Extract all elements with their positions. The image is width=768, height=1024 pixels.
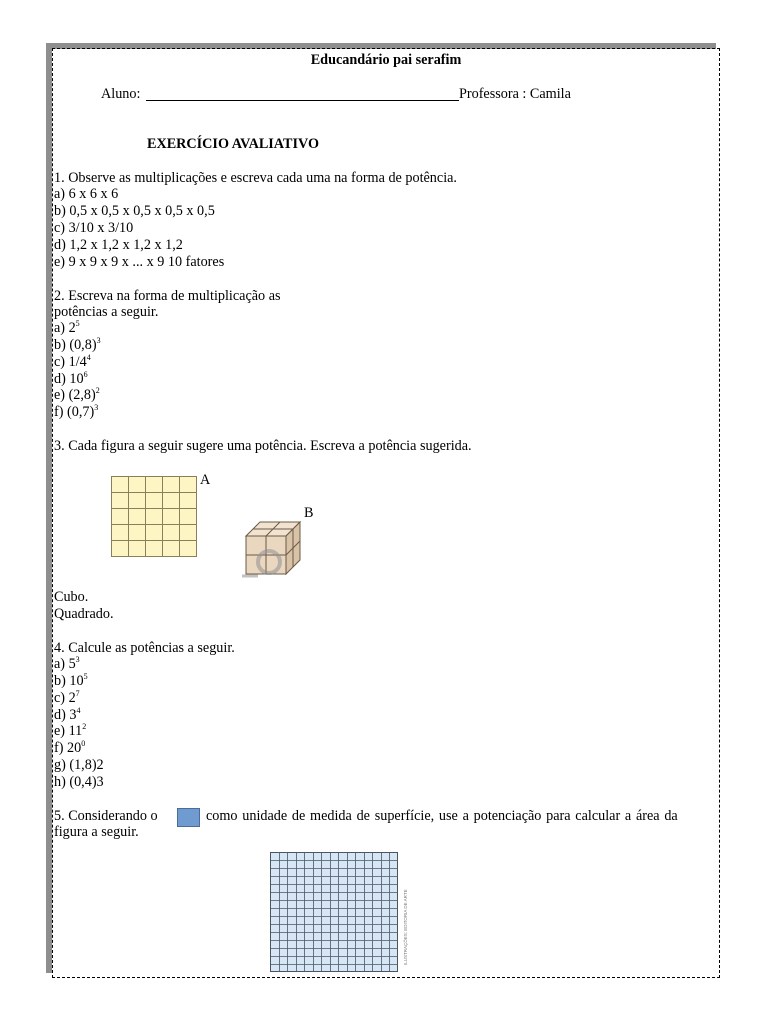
student-name-line <box>146 100 459 101</box>
q1-item-d: d) 1,2 x 1,2 x 1,2 x 1,2 <box>54 237 183 253</box>
q2-item-a: a) $2^5$ <box>54 319 80 336</box>
q2-item-d: d) $10^6$ <box>54 370 88 387</box>
figure-a-square-grid <box>111 476 197 557</box>
q4-item-h: h) (0,4)3 <box>54 774 104 790</box>
q4-item-a: a) $5^3$ <box>54 655 80 672</box>
q3-answer-cube: Cubo. <box>54 589 89 605</box>
unit-square-icon <box>177 808 200 827</box>
school-name: Educandário pai serafim <box>310 52 462 68</box>
figure-b-label: B <box>304 505 314 521</box>
q4-item-d: d) $3^4$ <box>54 706 81 723</box>
q2-item-c: c) $1/4^4$ <box>54 353 91 370</box>
q4-item-f: f) $20^0$ <box>54 739 86 756</box>
student-label: Aluno: <box>101 86 141 102</box>
worksheet-title: EXERCÍCIO AVALIATIVO <box>147 136 319 152</box>
q3-answer-square: Quadrado. <box>54 606 114 622</box>
q4-item-e: e) $11^2$ <box>54 722 87 739</box>
q2-prompt-line2: potências a seguir. <box>54 304 159 320</box>
q1-item-b: b) 0,5 x 0,5 x 0,5 x 0,5 x 0,5 <box>54 203 215 219</box>
q5-prompt-start: 5. Considerando o <box>54 808 158 824</box>
figure-a-label: A <box>200 472 211 488</box>
q1-prompt: 1. Observe as multiplicações e escreva cada uma na forma de potência. <box>54 170 457 186</box>
q1-item-c: c) 3/10 x 3/10 <box>54 220 134 236</box>
q2-item-e: e) $(2,8)^2$ <box>54 386 100 403</box>
q3-prompt: 3. Cada figura a seguir sugere uma potência. Escreva a potência sugerida. <box>54 438 472 454</box>
q5-prompt-line2: figura a seguir. <box>54 824 139 840</box>
q4-item-c: c) $2^7$ <box>54 689 80 706</box>
figure-area-grid <box>270 852 398 972</box>
figure-b-cube <box>242 518 306 580</box>
q2-prompt-line1: 2. Escreva na forma de multiplicação as <box>54 288 281 304</box>
q2-item-b: b) $(0,8)^3$ <box>54 336 101 353</box>
q5-prompt-end: como unidade de medida de superfície, use a potenciação para calcular a área da <box>206 808 678 824</box>
illustration-credit: ILUSTRAÇÕES: EDITORIA DE ARTE <box>403 889 408 965</box>
q2-item-f: f) $(0,7)^3$ <box>54 403 99 420</box>
q4-item-g: g) (1,8)2 <box>54 757 104 773</box>
q4-prompt: 4. Calcule as potências a seguir. <box>54 640 235 656</box>
q1-item-e: e) 9 x 9 x 9 x ... x 9 10 fatores <box>54 254 225 270</box>
q4-item-b: b) $10^5$ <box>54 672 88 689</box>
q1-item-a: a) 6 x 6 x 6 <box>54 186 119 202</box>
teacher-name: Professora : Camila <box>459 86 571 102</box>
